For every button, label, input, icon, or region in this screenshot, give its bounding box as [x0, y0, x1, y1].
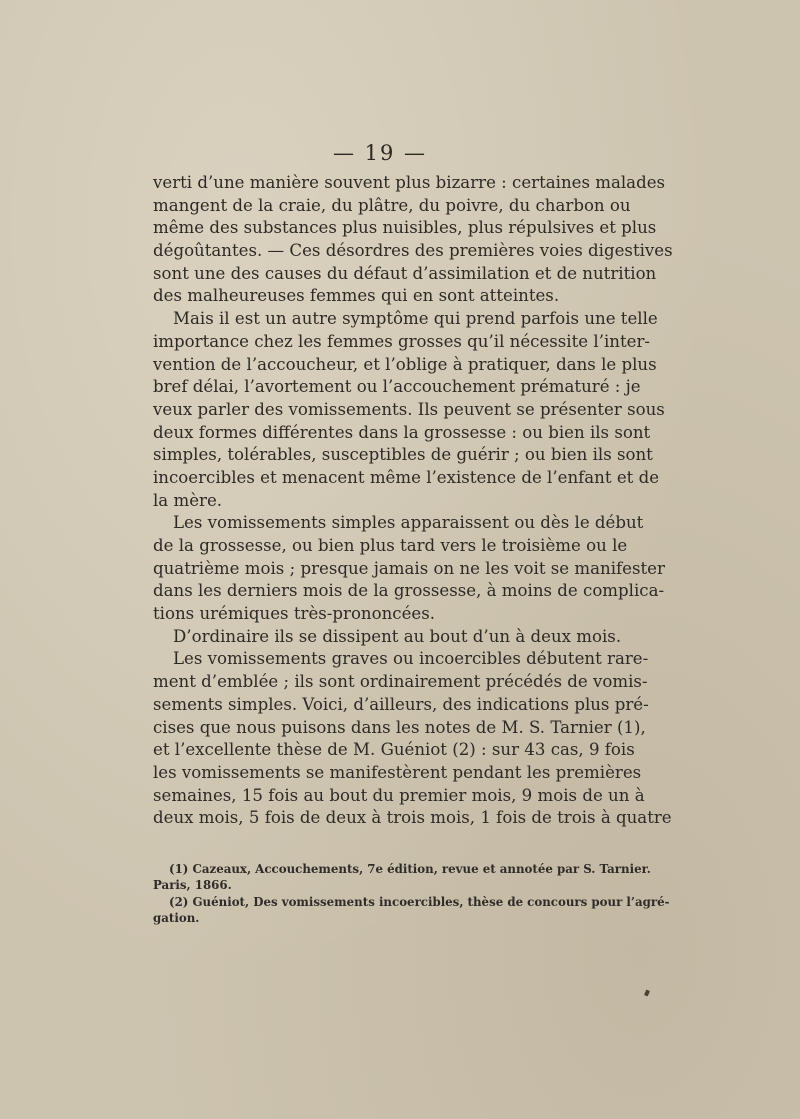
footnote-line: (1) Cazeaux, Accouchements, 7e édition, revue et annotée par S. Tarnier.	[169, 862, 651, 876]
text-line: ment d’emblée ; ils sont ordinairement précédés de vomis-	[153, 672, 648, 692]
text-line: D’ordinaire ils se dissipent au bout d’un à deux mois.	[173, 626, 622, 646]
text-line: même des substances plus nuisibles, plus répulsives et plus	[153, 218, 657, 238]
text-line: deux formes différentes dans la grossesse : ou bien ils sont	[153, 422, 651, 442]
text-line: dégoûtantes. — Ces désordres des premières voies digestives	[153, 241, 673, 261]
footnote-line: gation.	[153, 911, 200, 926]
text-line: tions urémiques très-prononcées.	[153, 604, 436, 624]
footnote-line: Paris, 1866.	[153, 878, 232, 893]
text-line: quatrième mois ; presque jamais on ne les voit se manifester	[153, 558, 665, 578]
body-text	[153, 172, 673, 830]
ink-speck	[644, 989, 650, 996]
text-line: sements simples. Voici, d’ailleurs, des indications plus pré-	[153, 694, 649, 714]
text-line: importance chez les femmes grosses qu’il nécessite l’inter-	[153, 331, 650, 351]
text-line: verti d’une manière souvent plus bizarre : certaines malades	[153, 173, 666, 192]
page-number: — 19 —	[332, 141, 428, 165]
text-line: Les vomissements graves ou incoercibles débutent rare-	[173, 649, 649, 669]
text-line: la mère.	[153, 490, 223, 510]
text-line: de la grossesse, ou bien plus tard vers le troisième ou le	[153, 536, 628, 555]
text-line: semaines, 15 fois au bout du premier mois, 9 mois de un à	[153, 785, 645, 805]
text-line: simples, tolérables, susceptibles de guérir ; ou bien ils sont	[153, 445, 653, 465]
footnote-line: (2) Guéniot, Des vomissements incoercibles, thèse de concours pour l’agré-	[169, 894, 670, 909]
text-line: et l’excellente thèse de M. Guéniot (2) : sur 43 cas, 9 fois	[153, 740, 635, 760]
text-line: mangent de la craie, du plâtre, du poivre, du charbon ou	[153, 195, 631, 215]
text-line: dans les derniers mois de la grossesse, à moins de complica-	[153, 581, 665, 601]
text-line: bref délai, l’avortement ou l’accouchement prématuré : je	[153, 377, 641, 397]
text-line: sont une des causes du défaut d’assimilation et de nutrition	[153, 263, 657, 283]
text-line: les vomissements se manifestèrent pendant les premières	[153, 762, 642, 782]
text-line: vention de l’accoucheur, et l’oblige à pratiquer, dans le plus	[153, 354, 657, 374]
text-line: incoercibles et menacent même l’existence de l’enfant et de	[153, 467, 660, 487]
text-line: veux parler des vomissements. Ils peuvent se présenter sous	[153, 399, 665, 419]
text-line: des malheureuses femmes qui en sont atteintes.	[153, 286, 560, 306]
text-line: deux mois, 5 fois de deux à trois mois, 1 fois de trois à quatre	[153, 808, 672, 828]
text-line: Mais il est un autre symptôme qui prend parfois une telle	[173, 309, 658, 329]
text-line: Les vomissements simples apparaissent ou dès le début	[173, 513, 644, 533]
text-line: cises que nous puisons dans les notes de M. S. Tarnier (1),	[153, 717, 646, 737]
footnotes	[153, 861, 670, 927]
